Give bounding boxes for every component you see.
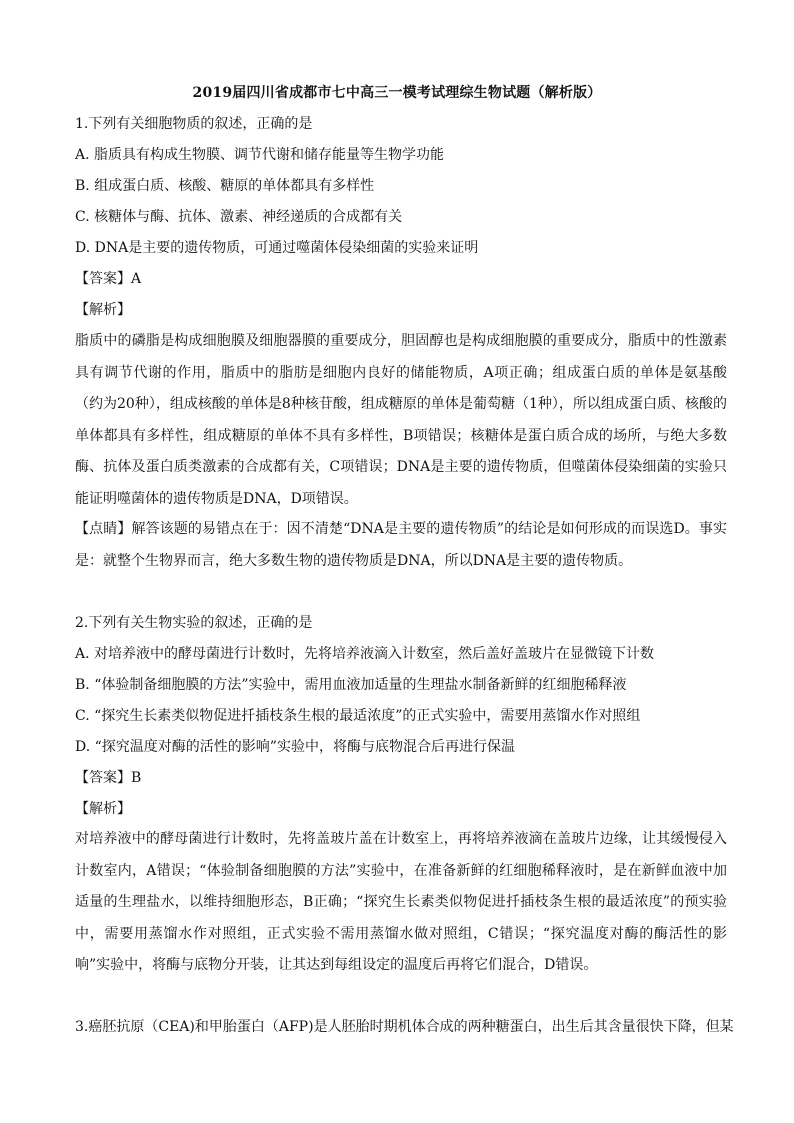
question-1-stem: 1.下列有关细胞物质的叙述，正确的是 bbox=[75, 116, 313, 132]
question-2-option-d: D. “探究温度对酶的活性的影响”实验中，将酶与底物混合后再进行保温 bbox=[75, 739, 515, 755]
question-1-analysis-label: 【解析】 bbox=[75, 302, 131, 318]
question-2-analysis: 对培养液中的酵母菌进行计数时，先将盖玻片盖在计数室上，再将培养液滴在盖玻片边缘，让其缓慢侵入计数室内，A错误；“体验制备细胞膜的方法”实验中，在准备新鲜的红细胞稀释液时，是在新鲜血液中加适量的生理盐水，以维持细胞形态，B正确；“探究生长素类似物促进扦插枝条生根的最适浓度”的预实验中，需要用蒸馏水作对照组，正式实验不需用蒸馏水做对照组，C错误；“探究温度对酶的酶活性的影响”实验中，将酶与底物分开装，让其达到每组设定的温度后再将它们混合，D错误。 bbox=[75, 831, 727, 973]
question-2-answer: 【答案】B bbox=[75, 770, 142, 786]
question-2-option-a: A. 对培养液中的酵母菌进行计数时，先将培养液滴入计数室，然后盖好盖玻片在显微镜下计数 bbox=[75, 646, 655, 662]
question-2-option-b: B. “体验制备细胞膜的方法”实验中，需用血液加适量的生理盐水制备新鲜的红细胞稀释液 bbox=[75, 677, 627, 693]
question-3-stem: 3.癌胚抗原（CEA)和甲胎蛋白（AFP)是人胚胎时期机体合成的两种糖蛋白，出生后其含量很快下降，但某 bbox=[75, 1019, 734, 1035]
question-1-answer: 【答案】A bbox=[75, 271, 142, 287]
question-2-analysis-label: 【解析】 bbox=[75, 801, 131, 817]
question-1-tip: 【点睛】解答该题的易错点在于：因不清楚“DNA是主要的遗传物质”的结论是如何形成的而误选D。事实是：就整个生物界而言，绝大多数生物的遗传物质是DNA，所以DNA是主要的遗传物质。 bbox=[75, 521, 727, 569]
question-1-option-a: A. 脂质具有构成生物膜、调节代谢和储存能量等生物学功能 bbox=[75, 147, 445, 163]
question-1-option-c: C. 核糖体与酶、抗体、激素、神经递质的合成都有关 bbox=[75, 209, 403, 225]
question-2-stem: 2.下列有关生物实验的叙述，正确的是 bbox=[75, 615, 313, 631]
question-1-option-d: D. DNA是主要的遗传物质，可通过噬菌体侵染细菌的实验来证明 bbox=[75, 240, 479, 256]
question-2-option-c: C. “探究生长素类似物促进扦插枝条生根的最适浓度”的正式实验中，需要用蒸馏水作对照组 bbox=[75, 708, 641, 724]
document-title: 2019届四川省成都市七中高三一模考试理综生物试题（解析版） bbox=[192, 85, 602, 101]
question-1-option-b: B. 组成蛋白质、核酸、糖原的单体都具有多样性 bbox=[75, 178, 375, 194]
question-1-analysis: 脂质中的磷脂是构成细胞膜及细胞器膜的重要成分，胆固醇也是构成细胞膜的重要成分，脂质中的性激素具有调节代谢的作用，脂质中的脂肪是细胞内良好的储能物质，A项正确；组成蛋白质的单体是氨基酸（约为20种），组成核酸的单体是8种核苷酸，组成糖原的单体是葡萄糖（1种），所以组成蛋白质、核酸的单体都具有多样性，组成糖原的单体不具有多样性，B项错误；核糖体是蛋白质合成的场所，与绝大多数酶、抗体及蛋白质类激素的合成都有关，C项错误；DNA是主要的遗传物质，但噬菌体侵染细菌的实验只能证明噬菌体的遗传物质是DNA，D项错误。 bbox=[75, 333, 727, 507]
